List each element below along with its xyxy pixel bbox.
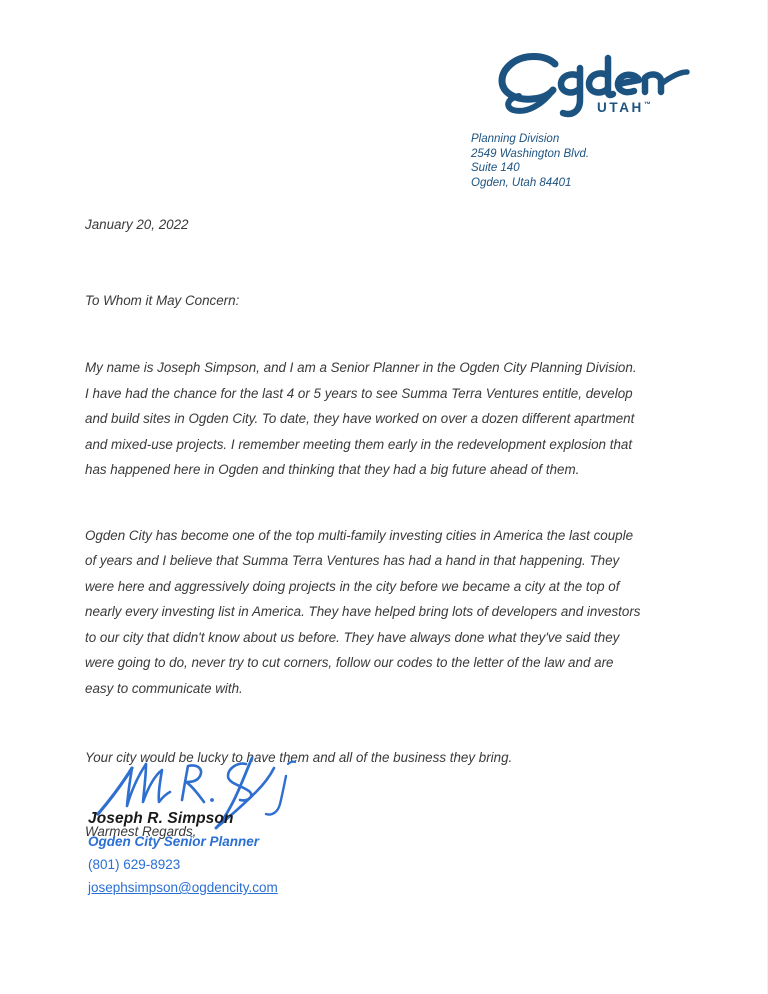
address-line-2: 2549 Washington Blvd. [471, 147, 590, 160]
letter-paragraph-3: Your city would be lucky to have them and all of the business they bring. [85, 750, 513, 765]
address-line-1: Planning Division [471, 133, 560, 145]
address-block [471, 132, 715, 190]
letter-paragraph-1: My name is Joseph Simpson, and I am a Senior Planner in the Ogden City Planning Division. I have had the chance for the last 4 or 5 years to see Summa Terra Ventures entitle, develop and build sites in Ogden City. To date, they have worked on over a dozen different apartment and mixed-use projects. I remember meeting them early in the redevelopment explosion that has happened here in Ogden and thinking that they had a big future ahead of them. [85, 360, 637, 477]
utah-label: UTAH [597, 100, 644, 115]
signer-title: Ogden City Senior Planner [88, 834, 260, 849]
trademark-symbol: ™ [643, 101, 651, 109]
signoff-block [88, 808, 418, 898]
letter-body [85, 212, 641, 844]
utah-wordmark [597, 100, 651, 115]
letter-salutation: To Whom it May Concern: [85, 292, 240, 308]
address-line-4: Ogden, Utah 84401 [471, 176, 572, 189]
letter-closing: Warmest Regards, [85, 823, 197, 839]
ogden-wordmark-icon [493, 48, 693, 120]
signer-email-link[interactable]: josephsimpson@ogdencity.com [88, 880, 278, 895]
letter-paragraph-2: Ogden City has become one of the top multi-family investing cities in America the last couple of years and I believe that Summa Terra Ventures has had a hand in that happening. They were here and aggressively doing projects in the city before we became a city at the top of nearly every investing list in America. They have helped bring lots of developers and investors to our city that didn't know about us before. They have always done what they've said they were going to do, never try to cut corners, follow our codes to the letter of the law and are easy to communicate with. [85, 527, 641, 696]
ogden-logo [493, 48, 693, 120]
signer-phone[interactable]: (801) 629-8923 [88, 857, 181, 872]
letter-date: January 20, 2022 [85, 217, 189, 232]
letterhead [385, 48, 715, 190]
signer-name: Joseph R. Simpson [88, 810, 234, 827]
address-line-3: Suite 140 [471, 162, 520, 174]
